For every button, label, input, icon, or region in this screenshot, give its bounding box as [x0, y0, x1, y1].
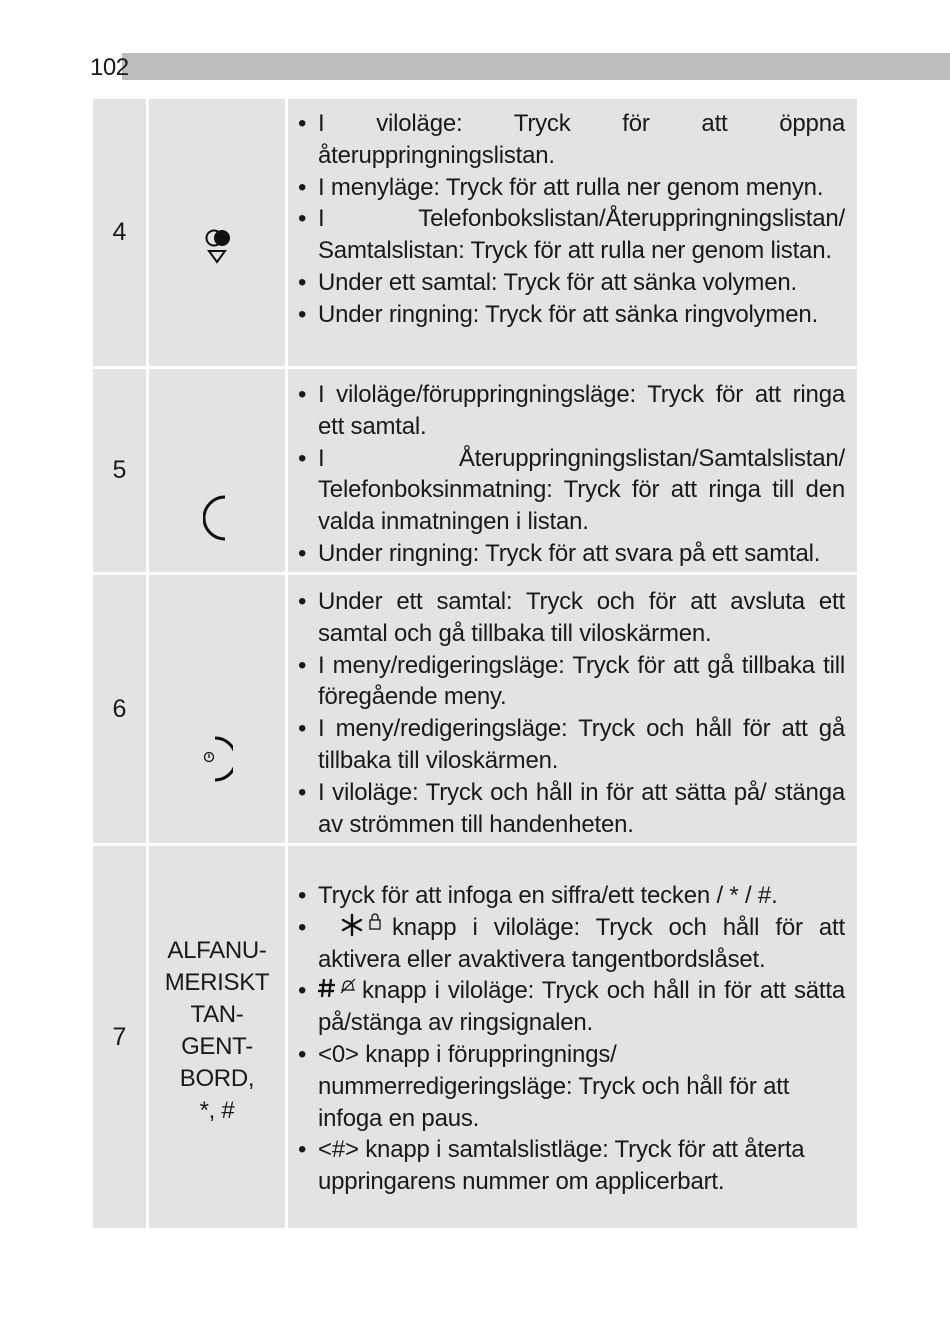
row-number: 6: [93, 575, 149, 843]
description-cell: [288, 575, 857, 843]
list-item: [298, 975, 845, 1039]
keypad-label-line: BORD,: [179, 1065, 255, 1092]
star-lock-icon: [332, 912, 388, 938]
table-row: [93, 99, 857, 369]
list-item: • Under ett samtal: Tryck och för att avsluta ett samtal och gå tillbaka till viloskärmen.: [298, 586, 845, 650]
table-row: [93, 846, 857, 1228]
list-item: • Tryck för att infoga en siffra/ett tecken / * / #.: [298, 880, 845, 912]
end-call-power-icon: [203, 735, 233, 783]
list-item: • <0> knapp i föruppringnings/ nummerredigeringsläge: Tryck och håll för att infoga en paus.: [298, 1039, 845, 1134]
description-cell: [288, 369, 857, 572]
list-item: • Under ringning: Tryck för att svara på ett samtal.: [298, 538, 845, 570]
keypad-label-line: ALFANU-: [167, 937, 267, 964]
keypad-label-line: TAN-: [190, 1001, 244, 1028]
list-item-text: knapp i viloläge: Tryck och håll för att aktivera eller avaktivera tangentbordslåset.: [318, 913, 845, 973]
list-item: • Under ett samtal: Tryck för att sänka volymen.: [298, 267, 845, 299]
bullet-list: [298, 379, 845, 570]
list-item: [298, 912, 845, 976]
list-item: • I menyläge: Tryck för att rulla ner genom menyn.: [298, 172, 845, 204]
list-item-text: knapp i viloläge: Tryck och håll in för att sätta på/stänga av ringsignalen.: [318, 977, 845, 1037]
icon-cell: [149, 575, 288, 843]
list-item: • I viloläge: Tryck för att öppna återuppringningslistan.: [298, 108, 845, 172]
hash-bell-off-icon: [318, 975, 358, 1001]
icon-cell: [149, 846, 288, 1228]
bullet-list: [298, 880, 845, 1198]
keypad-label-line: MERISKT: [164, 969, 270, 996]
keypad-label: [165, 935, 270, 1127]
list-item: • <#> knapp i samtalslistläge: Tryck för att återta uppringarens nummer om applicerbart.: [298, 1134, 845, 1198]
list-item: • I Telefonbokslistan/Återuppringningslistan/ Samtalslistan: Tryck för att rulla ner genom listan.: [298, 203, 845, 267]
row-number: 5: [93, 369, 149, 572]
icon-cell: [149, 99, 288, 366]
list-item: • I Återuppringningslistan/Samtalslistan/ Telefonboksinmatning: Tryck för att ringa till den valda inmatningen i listan.: [298, 443, 845, 538]
list-item: • I viloläge/föruppringningsläge: Tryck för att ringa ett samtal.: [298, 379, 845, 443]
list-item: • I viloläge: Tryck och håll in för att sätta på/ stänga av strömmen till handenheten.: [298, 777, 845, 841]
keypad-label-line: *, #: [199, 1097, 235, 1124]
row-number: 7: [93, 846, 149, 1228]
page-number: 102: [90, 54, 129, 81]
row-number: 4: [93, 99, 149, 366]
call-button-icon: [203, 494, 233, 542]
scroll-down-icon: [201, 229, 235, 265]
key-function-table: [93, 99, 857, 1228]
list-item: • I meny/redigeringsläge: Tryck och håll för att gå tillbaka till viloskärmen.: [298, 713, 845, 777]
header-bar: [122, 53, 950, 80]
table-row: [93, 575, 857, 846]
icon-cell: [149, 369, 288, 572]
keypad-label-line: GENT-: [181, 1033, 253, 1060]
table-row: [93, 369, 857, 575]
list-item: • Under ringning: Tryck för att sänka ringvolymen.: [298, 299, 845, 331]
list-item: • I meny/redigeringsläge: Tryck för att gå tillbaka till föregående meny.: [298, 650, 845, 714]
description-cell: [288, 99, 857, 366]
description-cell: [288, 846, 857, 1228]
bullet-list: [298, 586, 845, 840]
bullet-list: [298, 108, 845, 331]
